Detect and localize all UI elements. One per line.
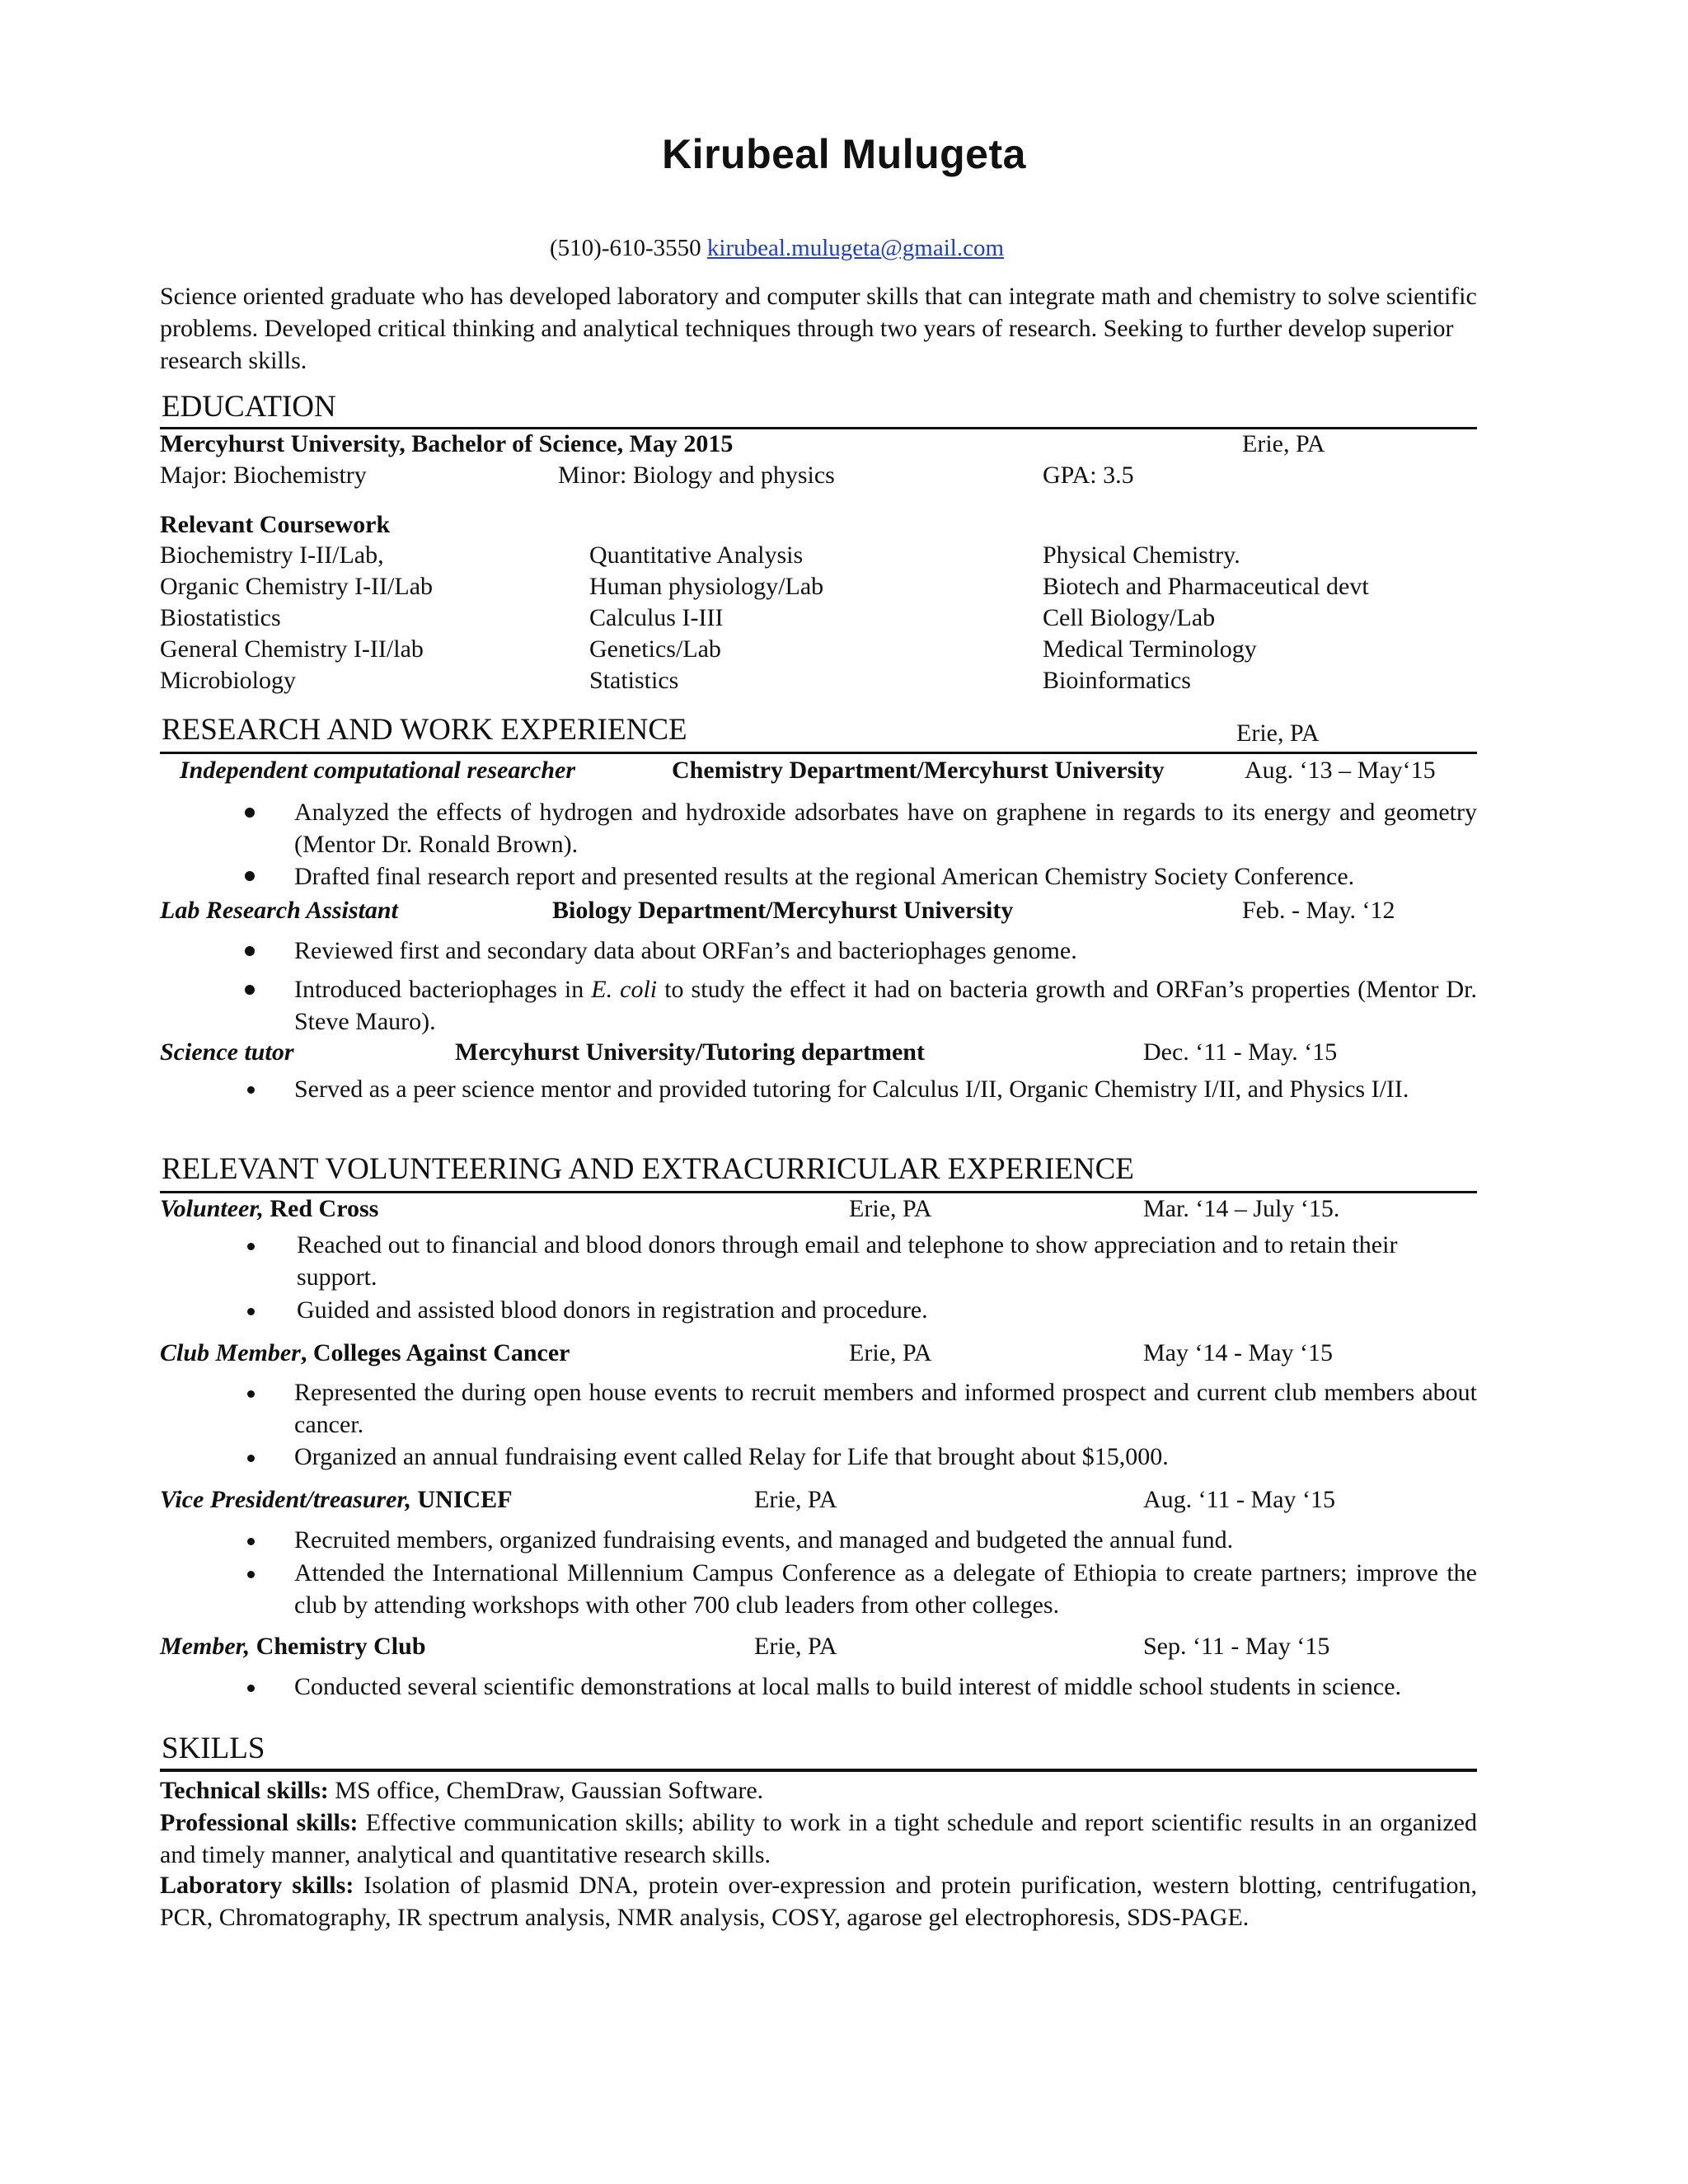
email-link[interactable]: kirubeal.mulugeta@gmail.com	[706, 235, 1004, 261]
bullet-item: Served as a peer science mentor and provided tutoring for Calculus I/II, Organic Chemistry I/II, and Physics I/II.	[294, 1076, 1409, 1103]
role-dates: Mar. ‘14 – July ‘15.	[1143, 1195, 1340, 1222]
section-divider	[160, 1191, 1477, 1193]
job-title: Science tutor	[160, 1038, 294, 1066]
role-location: Erie, PA	[754, 1633, 837, 1660]
section-divider	[160, 1769, 1477, 1772]
section-divider	[160, 427, 1477, 429]
professional-skills: Professional skills: Effective communication skills; ability to work in a tight schedule and report scientific results in an organized and timely manner, analytical and quantitative research skills.	[160, 1809, 1477, 1868]
bullet-icon	[247, 1390, 255, 1398]
candidate-name: Kirubeal Mulugeta	[662, 131, 1026, 177]
bullet-icon	[245, 946, 255, 956]
course-item: Biostatistics	[160, 604, 281, 631]
role-dates: Aug. ‘11 - May ‘15	[1143, 1486, 1336, 1513]
job-dates: Dec. ‘11 - May. ‘15	[1143, 1038, 1338, 1066]
coursework-heading: Relevant Coursework	[160, 511, 391, 538]
bullet-icon	[245, 808, 255, 818]
bullet-item: Analyzed the effects of hydrogen and hydroxide adsorbates have on graphene in regards to its energy and geometry (Mentor Dr. Ronald Brown).	[294, 799, 1477, 858]
bullet-item: Introduced bacteriophages in E. coli to study the effect it had on bacteria growth and ORFan’s properties (Mentor Dr. Steve Mauro).	[294, 976, 1478, 1035]
job-dates: Aug. ‘13 – May‘15	[1245, 757, 1436, 784]
course-item: Organic Chemistry I-II/Lab	[160, 573, 434, 600]
bullet-item: Represented the during open house events to recruit members and informed prospect and current club members about cancer.	[294, 1379, 1477, 1438]
course-item: Human physiology/Lab	[589, 573, 824, 600]
research-location: Erie, PA	[1236, 719, 1320, 747]
bullet-item: Recruited members, organized fundraising events, and managed and budgeted the annual fund.	[294, 1526, 1234, 1554]
bullet-icon	[245, 871, 255, 881]
section-heading-volunteering: RELEVANT VOLUNTEERING AND EXTRACURRICULAR EXPERIENCE	[162, 1152, 1134, 1186]
job-title: Independent computational researcher	[180, 757, 576, 784]
bullet-item: Conducted several scientific demonstrations at local malls to build interest of middle school students in science.	[294, 1673, 1402, 1700]
contact-line	[550, 235, 1004, 262]
course-item: Medical Terminology	[1043, 635, 1257, 663]
course-item: Cell Biology/Lab	[1043, 604, 1216, 631]
role-dates: Sep. ‘11 - May ‘15	[1143, 1633, 1330, 1660]
section-divider	[160, 752, 1477, 754]
role-line: Member, Chemistry Club	[160, 1633, 426, 1660]
bullet-item: Organized an annual fundraising event called Relay for Life that brought about $15,000.	[294, 1443, 1169, 1470]
job-organization: Mercyhurst University/Tutoring department	[455, 1038, 925, 1066]
bullet-icon	[247, 1308, 255, 1315]
role-dates: May ‘14 - May ‘15	[1143, 1339, 1333, 1366]
role-location: Erie, PA	[849, 1195, 932, 1222]
course-item: Bioinformatics	[1043, 667, 1191, 694]
bullet-item: Attended the International Millennium Campus Conference as a delegate of Ethiopia to create partners; improve the club by attending workshops with other 700 club leaders from other colleges.	[294, 1559, 1477, 1619]
education-major: Major: Biochemistry	[160, 462, 367, 489]
education-gpa: GPA: 3.5	[1043, 462, 1134, 489]
course-item: Quantitative Analysis	[589, 541, 804, 569]
course-item: Statistics	[589, 667, 679, 694]
section-heading-skills: SKILLS	[162, 1732, 265, 1765]
course-item: General Chemistry I-II/lab	[160, 635, 424, 663]
section-heading-research: RESEARCH AND WORK EXPERIENCE	[162, 713, 687, 747]
education-minor: Minor: Biology and physics	[558, 462, 835, 489]
role-location: Erie, PA	[849, 1339, 932, 1366]
education-school: Mercyhurst University, Bachelor of Science, May 2015	[160, 430, 734, 457]
summary-paragraph: Science oriented graduate who has developed laboratory and computer skills that can integrate math and chemistry to solve scientific problems. Developed critical thinking and analytical techniques through two years of research. Seeking to further develop superior research skills.	[160, 283, 1477, 374]
course-item: Physical Chemistry.	[1043, 541, 1240, 569]
bullet-item: Guided and assisted blood donors in registration and procedure.	[297, 1296, 928, 1324]
laboratory-skills: Laboratory skills: Isolation of plasmid DNA, protein over-expression and protein purification, western blotting, centrifugation, PCR, Chromatography, IR spectrum analysis, NMR analysis, COSY, agarose gel electrophoresis, SDS-PAGE.	[160, 1872, 1477, 1931]
bullet-item: Reviewed first and secondary data about ORFan’s and bacteriophages genome.	[294, 937, 1077, 964]
bullet-item: Reached out to financial and blood donors through email and telephone to show appreciation and to retain their support.	[297, 1231, 1398, 1291]
course-item: Microbiology	[160, 667, 296, 694]
bullet-icon	[247, 1685, 255, 1692]
section-heading-education: EDUCATION	[162, 390, 336, 424]
job-organization: Chemistry Department/Mercyhurst University	[672, 757, 1165, 784]
job-organization: Biology Department/Mercyhurst University	[552, 897, 1014, 924]
role-line: Club Member, Colleges Against Cancer	[160, 1339, 570, 1366]
bullet-icon	[247, 1538, 255, 1545]
bullet-icon	[247, 1455, 255, 1462]
course-item: Calculus I-III	[589, 604, 724, 631]
job-title: Lab Research Assistant	[160, 897, 398, 924]
job-dates: Feb. - May. ‘12	[1242, 897, 1395, 924]
role-location: Erie, PA	[754, 1486, 837, 1513]
bullet-icon	[245, 985, 255, 995]
role-line: Vice President/treasurer, UNICEF	[160, 1486, 513, 1513]
role-line: Volunteer, Red Cross	[160, 1195, 379, 1222]
phone-number: (510)-610-3550	[550, 235, 701, 261]
education-location: Erie, PA	[1242, 430, 1325, 457]
bullet-icon	[247, 1086, 255, 1094]
course-item: Biochemistry I-II/Lab,	[160, 541, 384, 569]
course-item: Biotech and Pharmaceutical devt	[1043, 573, 1369, 600]
bullet-icon	[247, 1243, 255, 1250]
technical-skills: Technical skills: MS office, ChemDraw, Gaussian Software.	[160, 1777, 764, 1804]
bullet-icon	[247, 1571, 255, 1578]
bullet-item: Drafted final research report and presented results at the regional American Chemistry Society Conference.	[294, 863, 1355, 890]
course-item: Genetics/Lab	[589, 635, 721, 663]
